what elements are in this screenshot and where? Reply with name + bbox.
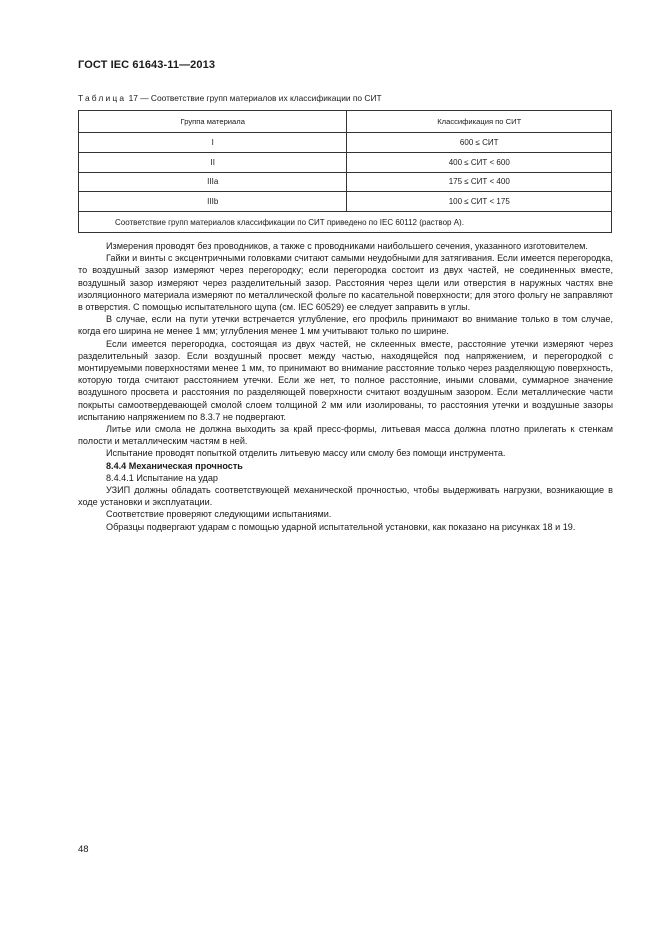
cell-cti: 100 ≤ СИТ < 175 <box>347 192 612 212</box>
paragraph: Соответствие проверяют следующими испытаниями. <box>106 509 332 520</box>
column-header-cti: Классификация по СИТ <box>347 111 612 133</box>
paragraph: УЗИП должны обладать соответствующей механической прочностью, чтобы выдерживать нагрузки, возникающие в ходе установки и эксплуатации. <box>78 485 613 508</box>
paragraph: Измерения проводят без проводников, а также с проводниками наибольшего сечения, указанного изготовителем. <box>106 241 588 251</box>
cell-group: IIIb <box>79 192 347 212</box>
cell-group: IIIa <box>79 172 347 192</box>
table-note: Соответствие групп материалов классификации по СИТ приведено по IEC 60112 (раствор А). <box>79 212 612 233</box>
table-row <box>79 152 612 172</box>
table-header-row <box>79 111 612 133</box>
table-caption <box>78 93 382 103</box>
page-number: 48 <box>78 844 89 855</box>
table-row <box>79 172 612 192</box>
table-row <box>79 133 612 153</box>
column-header-group: Группа материала <box>79 111 347 133</box>
classification-table <box>78 110 612 233</box>
cell-cti: 400 ≤ СИТ < 600 <box>347 152 612 172</box>
paragraph: Испытание проводят попыткой отделить литьевую массу или смолу без помощи инструмента. <box>106 448 506 459</box>
cell-cti: 175 ≤ СИТ < 400 <box>347 172 612 192</box>
cell-group: II <box>79 152 347 172</box>
paragraph: В случае, если на пути утечки встречается углубление, его профиль принимают во внимание только в том случае, когда его ширина не менее 1 мм; углубления менее 1 мм учитывают только по ширине. <box>78 314 613 337</box>
cell-group: I <box>79 133 347 153</box>
paragraph: Если имеется перегородка, состоящая из двух частей, не склеенных вместе, расстояние утечки измеряют через разделительный зазор. Если воздушный просвет между частью, находящейся под напряжением, и перегородкой с монтируемыми поверхностями менее 1 мм, то принимают во внимание расстояние только через разделяющую поверхность, которую тогда считают расстоянием утечки. Если же нет, то полное расстояние, иными словами, суммарное значение воздушного просвета и расстояния по разделяющей поверхности считают воздушным зазором. Если металлические части покрыты самоотвердевающей смолой слоем толщиной 2 мм или изолированы, то расстояния утечки и воздушные зазоры испытанию напряжением по 8.3.7 не подвергают. <box>78 338 613 422</box>
subsection-heading: 8.4.4.1 Испытание на удар <box>106 472 218 483</box>
body-text <box>78 240 613 533</box>
paragraph: Литье или смола не должна выходить за край пресс-формы, литьевая масса должна плотно прилегать к стенкам полости и металлическим частям в ней. <box>78 424 613 447</box>
cell-cti: 600 ≤ СИТ <box>347 133 612 153</box>
table-caption-title: 17 — Соответствие групп материалов их классификации по СИТ <box>126 93 382 103</box>
paragraph: Гайки и винты с эксцентричными головками считают самыми неудобными для затягивания. Если имеется перегородка, то воздушный зазор измеряют через перегородку; если перегородка состоит из двух частей, не соединенных вместе, воздушный зазор измеряют через разделительный зазор. Расстояния через щели или отверстия в наружных частях вне изоляционного материала измеряют по металлической фольге по касательной поверхности; для этого фольгу не заправляют в отверстия. С помощью испытательного щупа (см. IEC 60529) ее следует заправить в углы. <box>78 253 613 313</box>
paragraph: Образцы подвергают ударам с помощью ударной испытательной установки, как показано на рисунках 18 и 19. <box>106 521 576 532</box>
table-caption-prefix: Таблица <box>78 93 127 103</box>
section-heading: 8.4.4 Механическая прочность <box>106 460 243 471</box>
document-header: ГОСТ IEC 61643-11—2013 <box>78 59 216 71</box>
table-row <box>79 192 612 212</box>
table-note-row <box>79 212 612 233</box>
